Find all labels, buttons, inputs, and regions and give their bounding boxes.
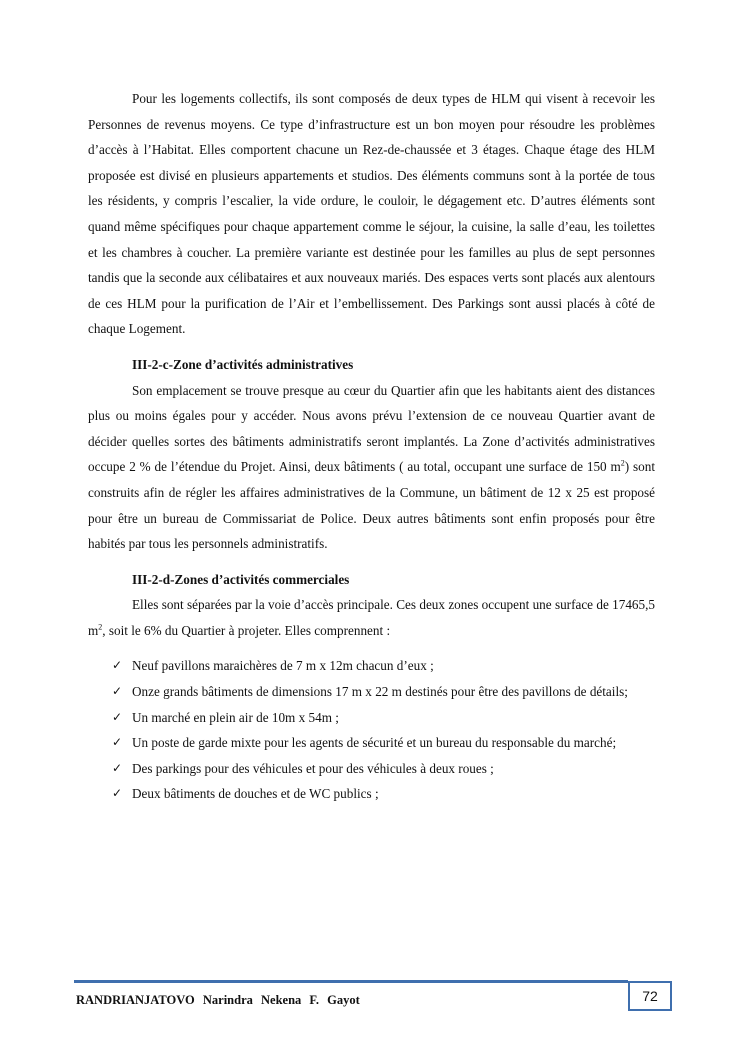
list-item-text: Un poste de garde mixte pour les agents de sécurité et un bureau du responsable du marché; — [132, 735, 617, 751]
checkmark-icon: ✓ — [112, 658, 123, 673]
page-number: 72 — [642, 988, 658, 1004]
list-item-text: Deux bâtiments de douches et de WC publics ; — [132, 786, 379, 802]
paragraph-text-part: ) sont construits afin de régler les affaires administratives de la Commune, un bâtiment de 12 x 25 est proposé pour être un bureau de Commissariat de Police. Deux autres bâtiments sont enfin proposés pour être habités par tous les personnels administratifs. — [88, 459, 655, 552]
footer-author: RANDRIANJATOVO Narindra Nekena F. Gayot — [76, 993, 360, 1007]
paragraph-logements-collectifs: Pour les logements collectifs, ils sont composés de deux types de HLM qui visent à recevoir les Personnes de revenus moyens. Ce type d’infrastructure est un bon moyen pour résoudre les problèmes d’accès à l’Habitat. Elles comportent chacune un Rez-de-chaussée et 3 étages. Chaque étage des HLM proposée est divisé en plusieurs appartements et studios. Des éléments communs sont à la portée de tous les résidents, y compris l’escalier, la vide ordure, le couloir, le dégagement etc. D’autres éléments sont quand même spécifiques pour chaque appartement comme le séjour, la cuisine, la salle d’eau, les toilettes et les chambres à coucher. La première variante est destinée pour les familles au plus de sept personnes tandis que la seconde aux célibataires et aux nouveaux mariés. Des espaces verts sont placés aux alentours de ces HLM pour la purification de l’Air et l’embellissement. Des Parkings sont aussi placés à côté de chaque Logement. — [88, 91, 655, 337]
superscript-2: 2 — [98, 622, 103, 632]
checkmark-icon: ✓ — [112, 735, 123, 750]
list-item — [88, 756, 655, 782]
list-item — [88, 679, 655, 705]
checklist — [88, 653, 655, 807]
page-number-box — [628, 981, 672, 1011]
section-heading-administratives: III-2-c-Zone d’activités administratives — [132, 356, 354, 372]
list-item — [88, 730, 655, 756]
list-item — [88, 705, 655, 731]
paragraph-text-part: Son emplacement se trouve presque au cœur du Quartier afin que les habitants aient des distances plus ou moins égales pour y accéder. Nous avons prévu l’extension de ce nouveau Quartier avant de décider quelles sortes des bâtiments administratifs seront implantés. La Zone d’activités administratives occupe 2 % de l’étendue du Projet. Ainsi, deux bâtiments ( au total, occupant une surface de 150 m — [88, 382, 655, 475]
section-heading-commerciales: III-2-d-Zones d’activités commerciales — [132, 571, 350, 587]
footer-rule — [74, 980, 628, 983]
checkmark-icon: ✓ — [112, 760, 123, 775]
list-item-text: Un marché en plein air de 10m x 54m ; — [132, 709, 339, 725]
paragraph-zones-commerciales — [88, 592, 655, 643]
paragraph-text-part: , soit le 6% du Quartier à projeter. Elles comprennent : — [102, 622, 391, 638]
list-item-text: Onze grands bâtiments de dimensions 17 m x 22 m destinés pour être des pavillons de détails; — [132, 684, 628, 700]
checkmark-icon: ✓ — [112, 709, 123, 724]
list-item — [88, 781, 655, 807]
paragraph-zone-administrative — [88, 378, 655, 557]
checkmark-icon: ✓ — [112, 684, 123, 699]
list-item — [88, 653, 655, 679]
page-content — [88, 86, 655, 807]
superscript-2: 2 — [620, 458, 625, 468]
list-item-text: Des parkings pour des véhicules et pour des véhicules à deux roues ; — [132, 760, 494, 776]
list-item-text: Neuf pavillons maraichères de 7 m x 12m chacun d’eux ; — [132, 658, 434, 674]
checkmark-icon: ✓ — [112, 786, 123, 801]
paragraph-text-part: Elles sont séparées par la voie d’accès principale. Ces deux zones occupent une surface de 17465,5 m — [88, 597, 655, 638]
